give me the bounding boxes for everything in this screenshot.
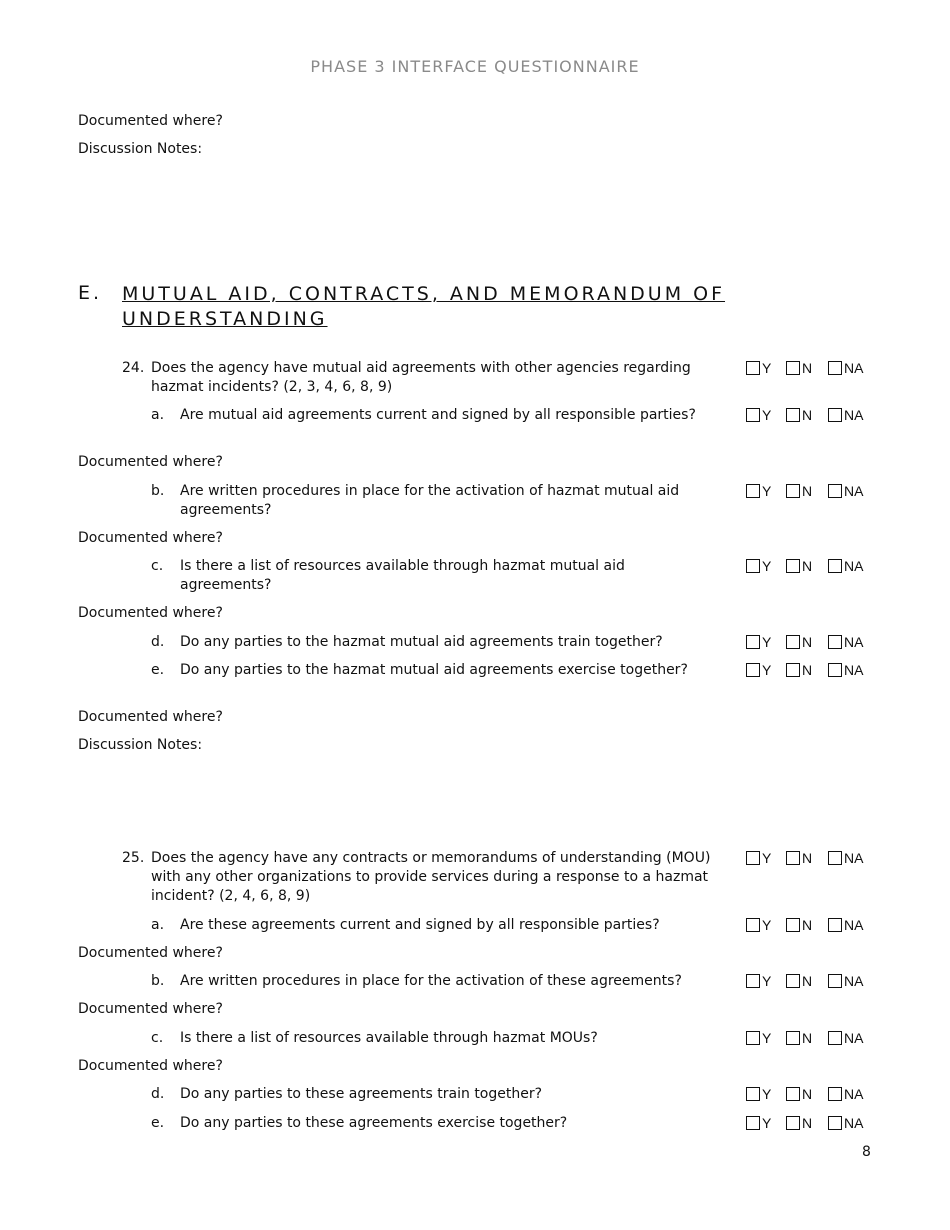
sub-question-text: Do any parties to these agreements train together? (180, 1086, 543, 1102)
sub-question-letter: d. (151, 634, 165, 650)
checkbox-no[interactable] (786, 851, 800, 865)
documented-where-label: Documented where? (78, 945, 223, 961)
sub-question-letter: b. (151, 973, 165, 989)
section-letter: E. (78, 282, 103, 304)
option-label: N (802, 558, 813, 574)
sub-question-text: Is there a list of resources available through hazmat MOUs? (180, 1030, 598, 1046)
checkbox-no[interactable] (786, 663, 800, 677)
checkbox-na[interactable] (828, 918, 842, 932)
option-label: Y (762, 1115, 772, 1131)
documented-where-label: Documented where? (78, 454, 223, 470)
documented-where-label: Documented where? (78, 709, 223, 725)
checkbox-yes[interactable] (746, 1031, 760, 1045)
option-label: Y (762, 407, 772, 423)
option-label: Y (762, 917, 772, 933)
discussion-notes-label: Discussion Notes: (78, 141, 203, 157)
option-label: Y (762, 850, 772, 866)
checkbox-yes[interactable] (746, 663, 760, 677)
sub-question-letter: c. (151, 1030, 164, 1046)
option-label: NA (844, 850, 864, 866)
sub-question-letter: e. (151, 1115, 165, 1131)
option-label: N (802, 1086, 813, 1102)
question-number: 25. (122, 850, 145, 866)
option-label: Y (762, 1086, 772, 1102)
checkbox-no[interactable] (786, 635, 800, 649)
option-label: N (802, 917, 813, 933)
documented-where-label: Documented where? (78, 1058, 223, 1074)
option-label: NA (844, 558, 864, 574)
checkbox-no[interactable] (786, 408, 800, 422)
option-label: Y (762, 483, 772, 499)
option-label: N (802, 407, 813, 423)
page-header-title: PHASE 3 INTERFACE QUESTIONNAIRE (310, 57, 640, 76)
sub-question-letter: c. (151, 558, 164, 574)
checkbox-no[interactable] (786, 974, 800, 988)
checkbox-yes[interactable] (746, 559, 760, 573)
checkbox-no[interactable] (786, 559, 800, 573)
sub-question-letter: a. (151, 917, 165, 933)
documented-where-label: Documented where? (78, 1001, 223, 1017)
checkbox-yes[interactable] (746, 918, 760, 932)
checkbox-na[interactable] (828, 484, 842, 498)
option-label: NA (844, 407, 864, 423)
checkbox-yes[interactable] (746, 1116, 760, 1130)
sub-question-text: Is there a list of resources available through hazmat mutual aid agreements? (180, 558, 625, 593)
checkbox-no[interactable] (786, 484, 800, 498)
sub-question-text: Do any parties to these agreements exercise together? (180, 1115, 568, 1131)
sub-question-text: Do any parties to the hazmat mutual aid agreements train together? (180, 634, 663, 650)
checkbox-na[interactable] (828, 635, 842, 649)
checkbox-no[interactable] (786, 361, 800, 375)
sub-question-text: Are these agreements current and signed by all responsible parties? (180, 917, 660, 933)
checkbox-yes[interactable] (746, 361, 760, 375)
discussion-notes-label: Discussion Notes: (78, 737, 203, 753)
question-text: Does the agency have any contracts or memorandums of understanding (MOU) with any other organizations to provide services during a response to a hazmat incident? (2, 4, 6, 8, 9) (151, 850, 711, 904)
question-text: Does the agency have mutual aid agreements with other agencies regarding hazmat incidents? (2, 3, 4, 6, 8, 9) (151, 360, 691, 395)
documented-where-label: Documented where? (78, 605, 223, 621)
checkbox-yes[interactable] (746, 851, 760, 865)
checkbox-no[interactable] (786, 918, 800, 932)
option-label: NA (844, 917, 864, 933)
question-number: 24. (122, 360, 145, 376)
checkbox-yes[interactable] (746, 484, 760, 498)
sub-question-text: Are mutual aid agreements current and signed by all responsible parties? (180, 407, 696, 423)
option-label: NA (844, 1115, 864, 1131)
checkbox-na[interactable] (828, 361, 842, 375)
checkbox-na[interactable] (828, 1116, 842, 1130)
option-label: N (802, 973, 813, 989)
option-label: N (802, 850, 813, 866)
option-label: NA (844, 1030, 864, 1046)
checkbox-no[interactable] (786, 1031, 800, 1045)
documented-where-label: Documented where? (78, 113, 223, 129)
checkbox-na[interactable] (828, 408, 842, 422)
checkbox-na[interactable] (828, 559, 842, 573)
option-label: Y (762, 973, 772, 989)
page-number: 8 (862, 1144, 871, 1160)
checkbox-na[interactable] (828, 1031, 842, 1045)
option-label: NA (844, 634, 864, 650)
checkbox-no[interactable] (786, 1087, 800, 1101)
option-label: NA (844, 662, 864, 678)
sub-question-letter: e. (151, 662, 165, 678)
section-title: MUTUAL AID, CONTRACTS, AND MEMORANDUM OF UNDERSTANDING (122, 283, 726, 330)
checkbox-yes[interactable] (746, 1087, 760, 1101)
checkbox-na[interactable] (828, 1087, 842, 1101)
option-label: NA (844, 483, 864, 499)
sub-question-text: Are written procedures in place for the activation of these agreements? (180, 973, 682, 989)
option-label: N (802, 1030, 813, 1046)
option-label: Y (762, 634, 772, 650)
checkbox-na[interactable] (828, 663, 842, 677)
option-label: N (802, 634, 813, 650)
option-label: N (802, 1115, 813, 1131)
option-label: N (802, 360, 813, 376)
sub-question-letter: b. (151, 483, 165, 499)
option-label: N (802, 483, 813, 499)
checkbox-na[interactable] (828, 974, 842, 988)
checkbox-yes[interactable] (746, 408, 760, 422)
sub-question-text: Are written procedures in place for the activation of hazmat mutual aid agreements? (180, 483, 680, 518)
sub-question-letter: d. (151, 1086, 165, 1102)
option-label: Y (762, 558, 772, 574)
checkbox-na[interactable] (828, 851, 842, 865)
checkbox-no[interactable] (786, 1116, 800, 1130)
checkbox-yes[interactable] (746, 635, 760, 649)
option-label: Y (762, 360, 772, 376)
sub-question-letter: a. (151, 407, 165, 423)
option-label: Y (762, 1030, 772, 1046)
option-label: N (802, 662, 813, 678)
option-label: NA (844, 973, 864, 989)
option-label: NA (844, 360, 864, 376)
option-label: Y (762, 662, 772, 678)
checkbox-yes[interactable] (746, 974, 760, 988)
option-label: NA (844, 1086, 864, 1102)
documented-where-label: Documented where? (78, 530, 223, 546)
sub-question-text: Do any parties to the hazmat mutual aid agreements exercise together? (180, 662, 688, 678)
